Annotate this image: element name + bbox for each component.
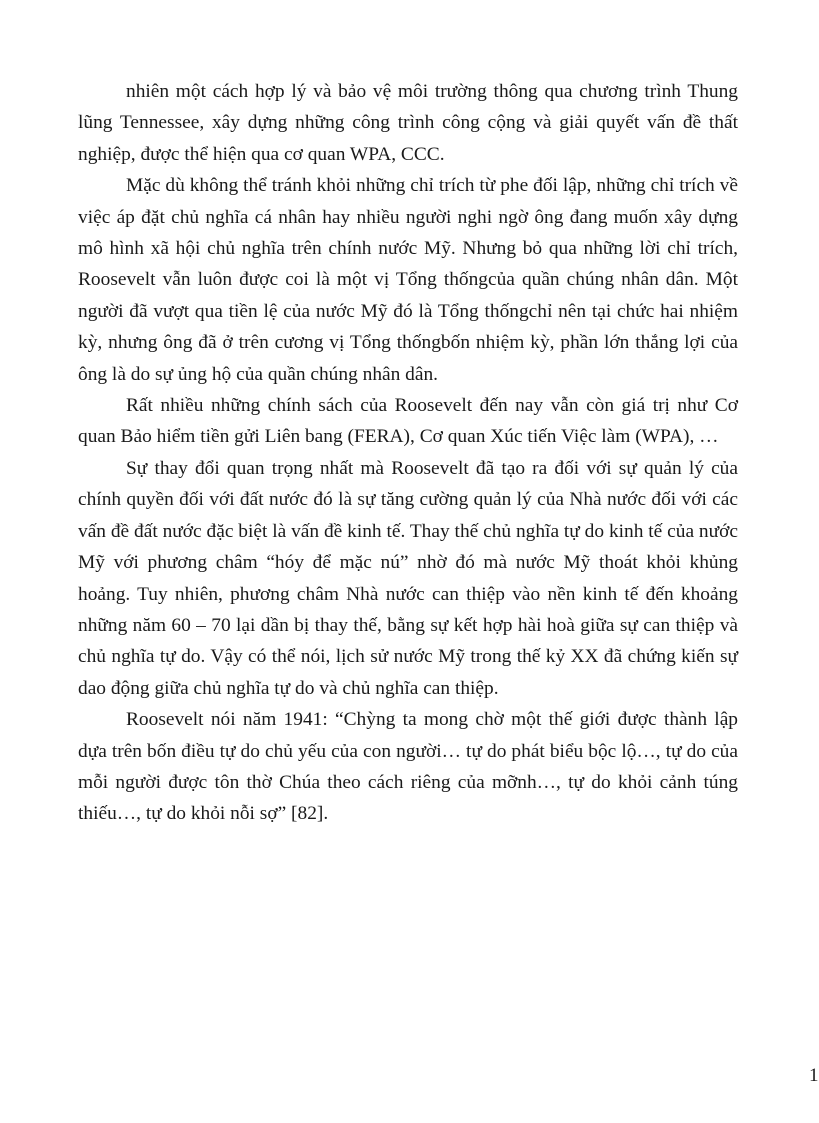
- document-page: [78, 76, 738, 830]
- paragraph-criticism: Mặc dù không thể tránh khỏi những chỉ trích từ phe đối lập, những chỉ trích về việc áp đặt chủ nghĩa cá nhân hay nhiều người nghi ngờ ông đang muốn xây dựng mô hình xã hội chủ nghĩa trên chính nước Mỹ. Nhưng bỏ qua những lời chỉ trích, Roosevelt vẫn luôn được coi là một vị Tổng thốngcủa quần chúng nhân dân. Một người đã vượt qua tiền lệ của nước Mỹ đó là Tổng thốngchỉ nên tại chức hai nhiệm kỳ, nhưng ông đã ở trên cương vị Tổng thốngbốn nhiệm kỳ, phần lớn thắng lợi của ông là do sự ủng hộ của quần chúng nhân dân.: [78, 175, 738, 385]
- page-number: 1: [809, 1065, 819, 1086]
- paragraph-state-intervention: Sự thay đổi quan trọng nhất mà Roosevelt đã tạo ra đối với sự quản lý của chính quyền đối với đất nước đó là sự tăng cường quản lý của Nhà nước đối với các vấn đề đất nước đặc biệt là vấn đề kinh tế. Thay thế chủ nghĩa tự do kinh tế của nước Mỹ với phương châm “hóy để mặc nú” nhờ đó mà nước Mỹ thoát khỏi khủng hoảng. Tuy nhiên, phương châm Nhà nước can thiệp vào nền kinh tế đến khoảng những năm 60 – 70 lại dần bị thay thế, bằng sự kết hợp hài hoà giữa sự can thiệp và chủ nghĩa tự do. Vậy có thể nói, lịch sử nước Mỹ trong thế kỷ XX đã chứng kiến sự dao động giữa chủ nghĩa tự do và chủ nghĩa can thiệp.: [78, 457, 738, 699]
- paragraph-continuation: nhiên một cách hợp lý và bảo vệ môi trường thông qua chương trình Thung lũng Tennessee, xây dựng những công trình công cộng và giải quyết vấn đề thất nghiệp, được thể hiện qua cơ quan WPA, CCC.: [78, 81, 738, 165]
- paragraph-policies: Rất nhiều những chính sách của Roosevelt đến nay vẫn còn giá trị như Cơ quan Bảo hiểm tiền gửi Liên bang (FERA), Cơ quan Xúc tiến Việc làm (WPA), …: [78, 395, 738, 448]
- paragraph-four-freedoms-quote: Roosevelt nói năm 1941: “Chỳng ta mong chờ một thế giới được thành lập dựa trên bốn điều tự do chủ yếu của con người… tự do phát biểu bộc lộ…, tự do của mỗi người được tôn thờ Chúa theo cách riêng của mỡnh…, tự do khỏi cảnh túng thiếu…, tự do khỏi nỗi sợ” [82].: [78, 709, 738, 825]
